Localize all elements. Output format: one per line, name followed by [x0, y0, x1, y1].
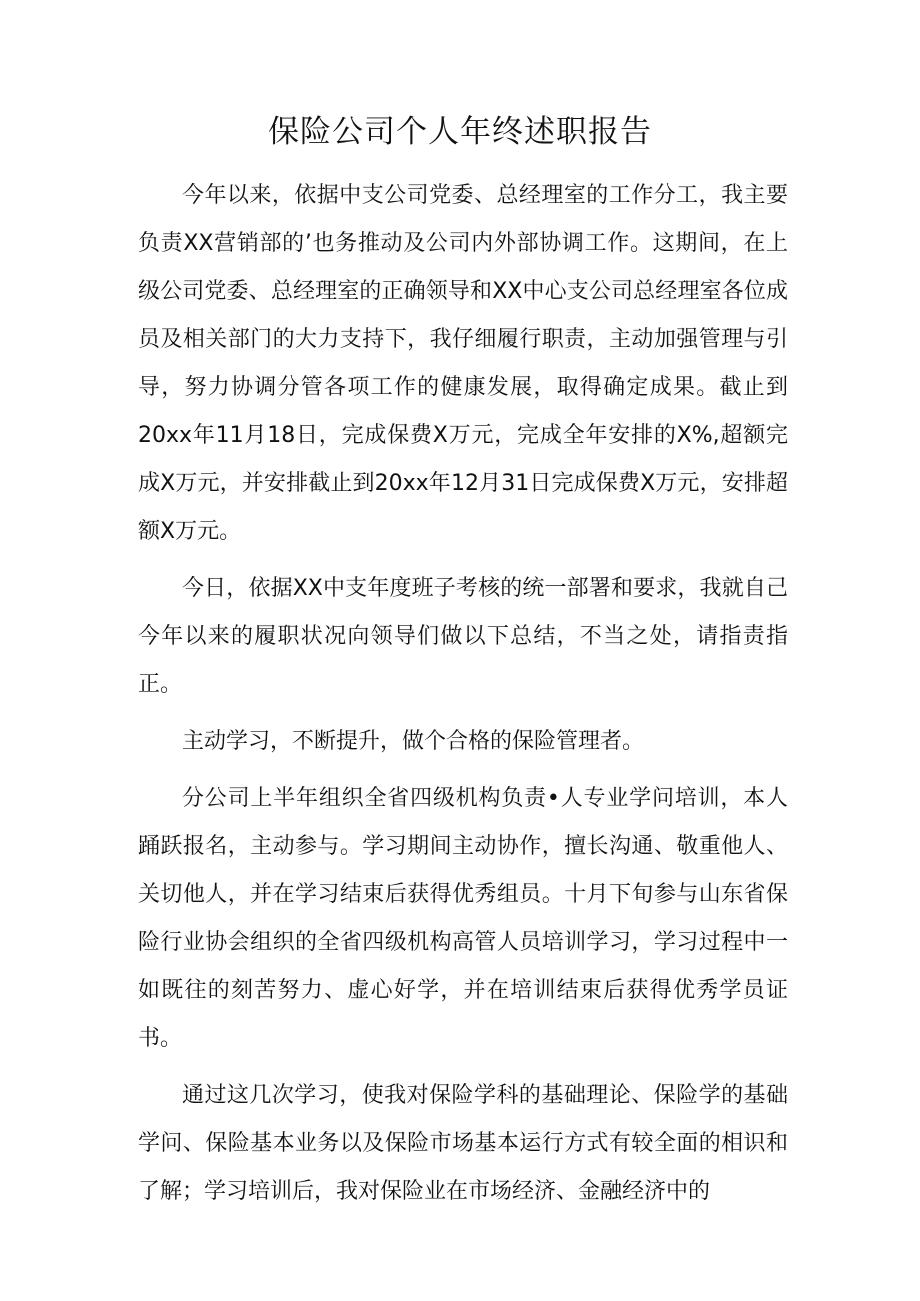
document-title: 保险公司个人年终述职报告	[268, 114, 652, 150]
paragraph-4: 分公司上半年组织全省四级机构负责•人专业学问培训，本人踊跃报名，主动参与。学习期间主动协作，擅长沟通、敬重他人、关切他人，并在学习结束后获得优秀组员。十月下旬参与山东省保险行业协会组织的全省四级机构高管人员培训学习，学习过程中一如既往的刻苦努力、虚心好学，并在培训结束后获得优秀学员证书。	[138, 786, 788, 1051]
paragraph-1: 今年以来，依据中支公司党委、总经理室的工作分工，我主要负责XX营销部的’也务推动及公司内外部协调工作。这期间，在上级公司党委、总经理室的正确领导和XX中心支公司总经理室各位成员及相关部门的大力支持下，我仔细履行职责，主动加强管理与引导，努力协调分管各项工作的健康发展，取得确定成果。截止到20xx年11月18日，完成保费X万元，完成全年安排的X%,超额完成X万元，并安排截止到20xx年12月31日完成保费X万元，安排超额X万元。	[138, 183, 788, 544]
paragraph-5: 通过这几次学习，使我对保险学科的基础理论、保险学的基础学问、保险基本业务以及保险市场基本运行方式有较全面的相识和了解；学习培训后，我对保险业在市场经济、金融经济中的	[138, 1083, 788, 1204]
paragraph-2: 今日，依据XX中支年度班子考核的统一部署和要求，我就自己今年以来的履职状况向领导们做以下总结，不当之处，请指责指正。	[138, 576, 788, 697]
document-body	[138, 172, 788, 1216]
paragraph-3: 主动学习，不断提升，做个合格的保险管理者。	[182, 729, 645, 754]
